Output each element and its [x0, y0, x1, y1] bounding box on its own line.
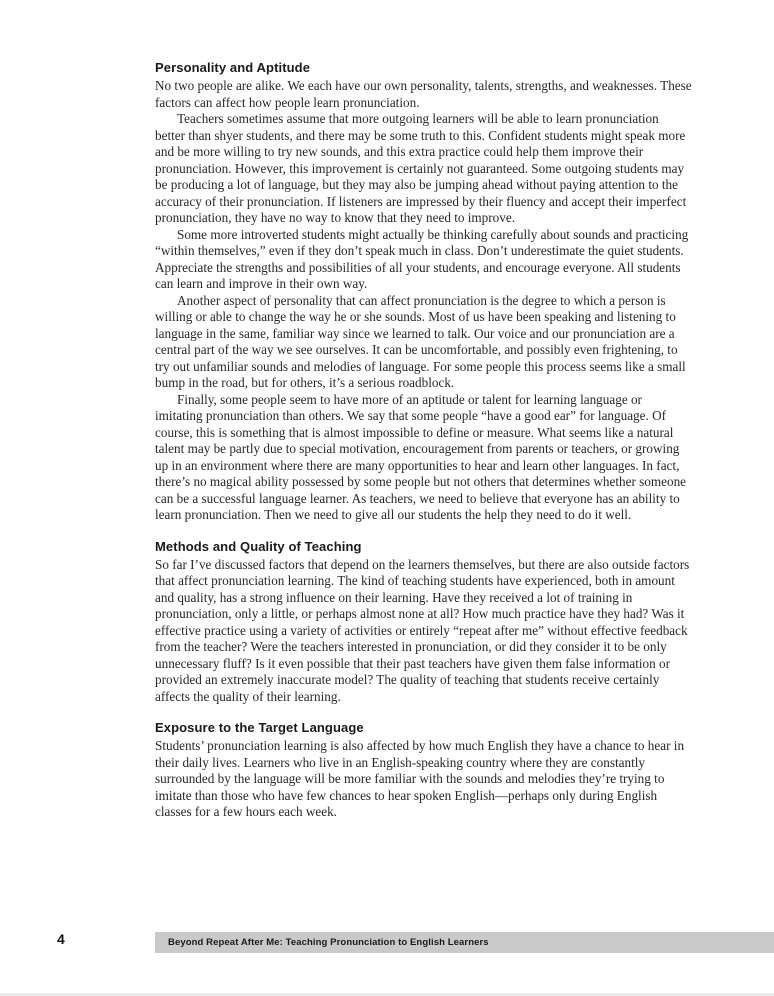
paragraph: Finally, some people seem to have more of an aptitude or talent for learning language or imitating pronunciation than others. We say that some people “have a good ear” for language. Of course, this is something that is almost impossible to define or measure. What seems like a natural talent may be partly due to special motivation, encouragement from parents or teachers, or growing up in an environment where there are many opportunities to hear and learn other languages. In fact, there’s no magical ability possessed by some people but not others that determines whether someone can be a successful language learner. As teachers, we need to believe that everyone has an ability to learn pronunciation. Then we need to give all our students the help they need to do it well. — [155, 391, 687, 522]
paragraph: Teachers sometimes assume that more outgoing learners will be able to learn pronunciation better than shyer students, and there may be some truth to this. Confident students might speak more and be more willing to try new sounds, and this extra practice could help them improve their pronunciation. However, this improvement is certainly not guaranteed. Some outgoing students may be producing a lot of language, but they may also be jumping ahead without paying attention to the accuracy of their pronunciation. If listeners are impressed by their fluency and accept their imperfect pronunciation, they have no way to know that they need to improve. — [155, 111, 687, 225]
section-personality-and-aptitude — [155, 60, 692, 524]
running-footer-title: Beyond Repeat After Me: Teaching Pronunciation to English Learners — [168, 937, 489, 948]
footer-bar — [155, 932, 774, 953]
section-heading: Exposure to the Target Language — [155, 720, 364, 735]
paragraph: Some more introverted students might actually be thinking carefully about sounds and practicing “within themselves,” even if they don’t speak much in class. Don’t underestimate the quiet students. Appreciate the strengths and possibilities of all your students, and encourage everyone. All students can learn and improve in their own way. — [155, 226, 689, 291]
section-methods-and-quality-of-teaching — [155, 539, 692, 706]
page-number: 4 — [57, 931, 65, 947]
page-text-block — [155, 60, 692, 821]
section-exposure-to-the-target-language — [155, 720, 692, 821]
paragraph: So far I’ve discussed factors that depend on the learners themselves, but there are also outside factors that affect pronunciation learning. The kind of teaching students have experienced, both in amount and quality, has a strong influence on their learning. Have they received a lot of training in pronunciation, only a little, or perhaps almost none at all? How much practice have they had? Was it effective practice using a variety of activities or entirely “repeat after me” without effective feedback from the teacher? Were the teachers interested in pronunciation, or did they consider it to be only unnecessary fluff? Is it even possible that their past teachers have given them false information or provided an extremely inaccurate model? The quality of teaching that students receive certainly affects the quality of their learning. — [155, 556, 690, 704]
paragraph: No two people are alike. We each have our own personality, talents, strengths, and weaknesses. These factors can affect how people learn pronunciation. — [155, 78, 692, 110]
section-heading: Personality and Aptitude — [155, 60, 311, 75]
paragraph: Another aspect of personality that can affect pronunciation is the degree to which a person is willing or able to change the way he or she sounds. Most of us have been speaking and listening to language in the same, familiar way since we learned to talk. Our voice and our pronunciation are a central part of the way we see ourselves. It can be uncomfortable, and possibly even frightening, to try out unfamiliar sounds and melodies of language. For some people this process seems like a small bump in the road, but for others, it’s a serious roadblock. — [155, 292, 686, 390]
paragraph: Students’ pronunciation learning is also affected by how much English they have a chance to hear in their daily lives. Learners who live in an English-speaking country where they are constantly surrounded by the language will be more familiar with the sounds and melodies they’re trying to imitate than those who have few chances to hear spoken English—perhaps only during English classes for a few hours each week. — [155, 738, 685, 819]
section-heading: Methods and Quality of Teaching — [155, 538, 362, 554]
